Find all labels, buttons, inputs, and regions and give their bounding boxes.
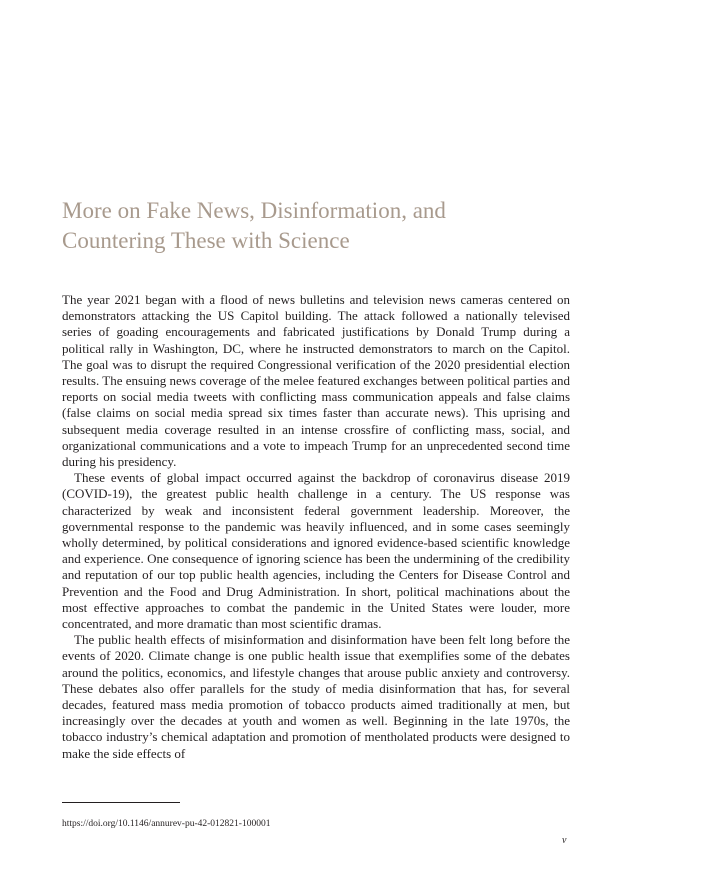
article-body (62, 292, 570, 762)
doi-link[interactable]: https://doi.org/10.1146/annurev-pu-42-012821-100001 (62, 819, 271, 829)
body-paragraph-1: The year 2021 began with a flood of news bulletins and television news cameras centered on demonstrators attacking the US Capitol building. The attack followed a nationally televised series of goading encouragements and fabricated justifications by Donald Trump during a political rally in Washington, DC, where he instructed demonstrators to march on the Capitol. The goal was to disrupt the required Congressional verification of the 2020 presidential election results. The ensuing news coverage of the melee featured exchanges between political parties and reports on social media tweets with conflicting mass communication appeals and false claims (false claims on social media spread six times faster than accurate news). This uprising and subsequent media coverage resulted in an intense crossfire of conflicting mass, social, and organizational communications and a vote to impeach Trump for an unprecedented second time during his presidency. (62, 292, 570, 470)
body-paragraph-3: The public health effects of misinformation and disinformation have been felt long before the events of 2020. Climate change is one public health issue that exemplifies some of the debates around the politics, economics, and lifestyle changes that arouse public anxiety and controversy. These debates also offer parallels for the study of media disinformation that has, for several decades, featured mass media promotion of tobacco products aimed traditionally at men, but increasingly over the decades at youth and women as well. Beginning in the late 1970s, the tobacco industry’s chemical adaptation and promotion of mentholated products were designed to make the side effects of (62, 632, 570, 761)
article-title-line-2: Countering These with Science (62, 228, 350, 253)
article-title (62, 196, 622, 256)
page-number: v (562, 835, 567, 846)
footnote-divider (62, 802, 180, 803)
body-paragraph-2: These events of global impact occurred against the backdrop of coronavirus disease 2019 (COVID-19), the greatest public health challenge in a century. The US response was characterized by weak and inconsistent federal government leadership. Moreover, the governmental response to the pandemic was heavily influenced, and in some cases seemingly wholly determined, by political considerations and ignored evidence-based scientific knowledge and experience. One consequence of ignoring science has been the undermining of the credibility and reputation of our top public health agencies, including the Centers for Disease Control and Prevention and the Food and Drug Administration. In short, political machinations about the most effective approaches to combat the pandemic in the United States were louder, more concentrated, and more dramatic than most scientific dramas. (62, 470, 570, 632)
article-title-line-1: More on Fake News, Disinformation, and (62, 198, 446, 223)
